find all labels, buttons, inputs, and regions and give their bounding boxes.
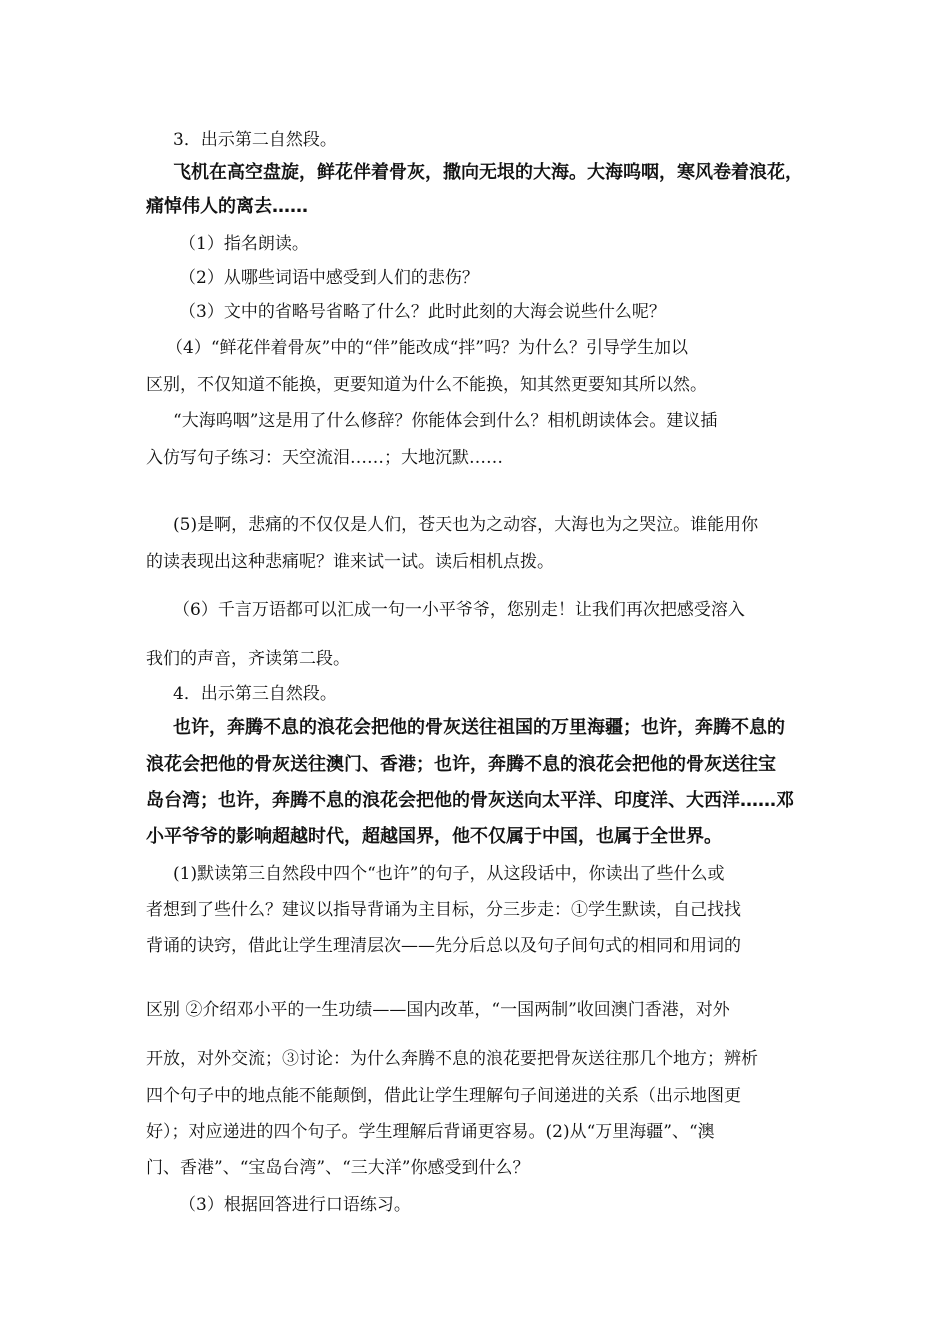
sub-item-1-line-3: 背诵的诀窍，借此让学生理清层次——先分后总以及句子间句式的相同和用词的 <box>146 936 741 956</box>
sub-item-1-line-4: 区别 ②介绍邓小平的一生功绩——国内改革，“一国两制”收回澳门香港，对外 <box>146 1000 730 1020</box>
sub-item-1-line-5: 开放，对外交流；③讨论：为什么奔腾不息的浪花要把骨灰送往那几个地方；辨析 <box>146 1049 758 1069</box>
quote-paragraph-3-line-2: 浪花会把他的骨灰送往澳门、香港；也许，奔腾不息的浪花会把他的骨灰送往宝 <box>146 754 776 775</box>
quote-paragraph-2-line-2: 痛悼伟人的离去…… <box>146 196 308 217</box>
step-4-heading: 4．出示第三自然段。 <box>173 684 337 704</box>
sub-item-1-line-1: (1)默读第三自然段中四个“也许”的句子，从这段话中，你读出了些什么或 <box>173 864 725 884</box>
sub-item-2-line: 门、香港”、“宝岛台湾”、“三大洋”你感受到什么？ <box>146 1158 530 1178</box>
item-6-line-2: 我们的声音，齐读第二段。 <box>146 649 350 669</box>
item-4-line-1: （4）“鲜花伴着骨灰”中的“伴”能改成“拌”吗？为什么？引导学生加以 <box>166 338 688 358</box>
item-3: （3）文中的省略号省略了什么？此时此刻的大海会说些什么呢？ <box>179 302 666 322</box>
item-4-line-3: “大海呜咽”这是用了什么修辞？你能体会到什么？相机朗读体会。建议插 <box>173 411 718 431</box>
step-3-heading: 3．出示第二自然段。 <box>173 130 337 150</box>
item-2: （2）从哪些词语中感受到人们的悲伤？ <box>179 268 479 288</box>
quote-paragraph-2-line-1: 飞机在高空盘旋，鲜花伴着骨灰，撒向无垠的大海。大海呜咽，寒风卷着浪花， <box>173 162 803 183</box>
sub-item-1-line-7: 好）；对应递进的四个句子。学生理解后背诵更容易。(2)从“万里海疆”、“澳 <box>146 1122 715 1142</box>
item-4-line-4: 入仿写句子练习：天空流泪……；大地沉默…… <box>146 448 503 468</box>
item-6-line-1: （6）千言万语都可以汇成一句一小平爷爷，您别走！让我们再次把感受溶入 <box>173 600 745 620</box>
item-5-line-2: 的读表现出这种悲痛呢？谁来试一试。读后相机点拨。 <box>146 552 554 572</box>
quote-paragraph-3-line-3: 岛台湾；也许，奔腾不息的浪花会把他的骨灰送向太平洋、印度洋、大西洋……邓 <box>146 790 794 811</box>
quote-paragraph-3-line-4: 小平爷爷的影响超越时代，超越国界，他不仅属于中国，也属于全世界。 <box>146 826 722 847</box>
quote-paragraph-3-line-1: 也许，奔腾不息的浪花会把他的骨灰送往祖国的万里海疆；也许，奔腾不息的 <box>173 717 785 738</box>
sub-item-1-line-6: 四个句子中的地点能不能颠倒，借此让学生理解句子间递进的关系（出示地图更 <box>146 1086 741 1106</box>
sub-item-3: （3）根据回答进行口语练习。 <box>179 1195 411 1215</box>
item-5-line-1: (5)是啊，悲痛的不仅仅是人们，苍天也为之动容，大海也为之哭泣。谁能用你 <box>173 515 759 535</box>
item-1: （1）指名朗读。 <box>179 234 309 254</box>
item-4-line-2: 区别，不仅知道不能换，更要知道为什么不能换，知其然更要知其所以然。 <box>146 375 707 395</box>
sub-item-1-line-2: 者想到了些什么？建议以指导背诵为主目标，分三步走：①学生默读，自己找找 <box>146 900 741 920</box>
